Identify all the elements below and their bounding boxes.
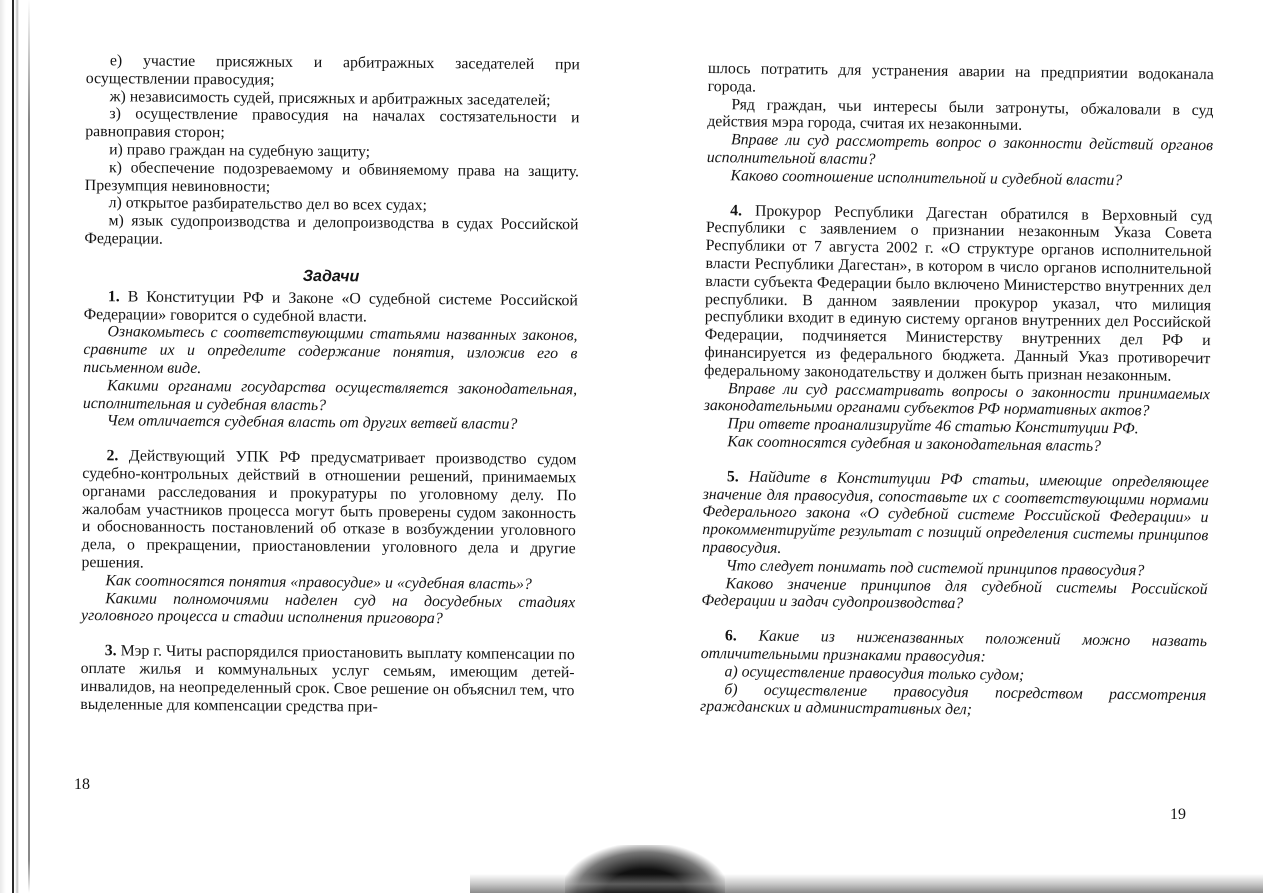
task-1-question: Какими органами государства осуществляется законодательная, исполнительная и судебная власть? [82,376,578,414]
left-page [80,52,580,718]
task-6-text [701,627,1207,669]
task-5-text [702,468,1209,563]
task-2-question: Какими полномочиями наделен суд на досудебных стадиях уголовного процесса и стадии исполнения приговора? [81,589,576,628]
task-4-question: При ответе проанализируйте 46 статью Конституции РФ. [727,415,1139,438]
task-text: Прокурор Республики Дагестан обратился в Верховный суд Республики с заявлением о признании незаконным Указа Совета Республики от 7 августа 2002 г. «О структуре органов исполнительной власти Республики Дагестан», в котором в число органов исполнительной власти субъекта Федерации было включено Министерство внутренних дел республики. В данном заявлении прокурор указал, что милиция республики входит в единую систему органов внутренних дел Российской Федерации, подчиняется Министерству внутренних дел РФ и финансируется из федерального бюджета. Данный Указ противоречит федеральному законодательству и должен быть признан незаконным. [704,202,1213,385]
scan-edge-line [28,0,30,893]
task-1-text [84,288,578,328]
task-number: 4. [730,201,743,220]
task-2-question: Как соотносятся понятия «правосудие» и «судебная власть»? [105,571,532,593]
section-title: Задачи [302,267,360,286]
task-text: Найдите в Конституции РФ статьи, имеющие определяющее значение для правосудия, сопоставьте их с соответствующими нормами Федерального закона «О судебной системе Российской Федерации» и прокомментируйте результат с позиций определения системы принципов правосудия. [701,468,1209,557]
task-text: Мэр г. Читы распорядился приостановить выплату компенсации по оплате жилья и коммунальных услуг семьям, имеющим детей-инвалидов, на неопределенный срок. Свое решение он объяснил тем, что выделенные для компенсации средства при- [80,642,575,716]
task-text: В Конституции РФ и Законе «О судебной системе Российской Федерации» говорится о судебной власти. [83,288,578,326]
task-3-question: Вправе ли суд рассмотреть вопрос о законности действий органов исполнительной власти? [706,131,1214,169]
task-1-question: Ознакомьтесь с соответствующими статьями названных законов, сравните их и определите содержание понятия, изложив его в письменном виде. [83,323,578,377]
task-3-text [80,642,575,717]
task-text: Какие из ниженазванных положений можно назвать отличительными признаками правосудия: [700,627,1208,666]
list-item: з) осуществление правосудия на началах состязательности и равноправия сторон; [85,105,580,142]
bottom-shadow [470,874,1263,893]
task-number: 2. [106,447,119,465]
task-number: 6. [724,627,737,645]
task-2-text [81,447,576,576]
task-4-question: Вправе ли суд рассматривать вопросы о законности принимаемых законодательными органами субъектов РФ нормативных актов? [703,379,1211,420]
right-page [700,60,1214,722]
task-3-question: Каково соотношение исполнительной и судебной власти? [730,167,1123,189]
task-6-option: б) осуществление правосудия посредством рассмотрения гражданских и административных дел; [699,680,1207,719]
list-item: е) участие присяжных и арбитражных заседателей при осуществлении правосудия; [85,52,580,89]
task-text: Действующий УПК РФ предусматривает производство судом судебно-контрольных действий в отношении решений, принимаемых органами расследования и прокуратуры по уголовному делу. По жалобам участников процесса могут быть проверены судом законность и обоснованность постановлений об отказе в возбуждении уголовного дела, о прекращении, приостановлении уголовного дела и другие решения. [81,447,577,572]
task-4-question: Как соотносятся судебная и законодательная власть? [727,433,1102,455]
list-item: к) обеспечение подозреваемому и обвиняемому права на защиту. Презумпция невиновности; [84,158,580,196]
task-5-question: Что следует понимать под системой принципов правосудия? [725,556,1145,580]
list-item: ж) независимость судей, присяжных и арбитражных заседателей; [109,87,551,109]
task-number: 5. [726,467,739,486]
task-3-continuation: шлось потратить для устранения аварии на предприятии водоканала города. [707,60,1214,96]
task-number: 1. [107,287,120,306]
task-6-option: а) осуществление правосудия только судом; [724,662,1025,684]
list-item: л) открытое разбирательство дел во всех судах; [108,194,427,215]
list-item: м) язык судопроизводства и делопроизводства в судах Российской Федерации. [84,212,579,248]
task-1-question: Чем отличается судебная власть от других ветвей власти? [106,412,518,434]
scan-edge [0,0,20,893]
task-4-text [704,202,1212,386]
page-number-right: 19 [1170,806,1186,823]
task-number: 3. [104,642,117,660]
list-item: и) право граждан на судебную защиту; [109,141,371,161]
task-5-question: Каково значение принципов для судебной системы Российской Федерации и задач судопроизводства? [701,574,1208,613]
page-number-left: 18 [74,776,90,793]
task-3-text: Ряд граждан, чьи интересы были затронуты, обжаловали в суд действия мэра города, считая их незаконными. [707,95,1214,135]
